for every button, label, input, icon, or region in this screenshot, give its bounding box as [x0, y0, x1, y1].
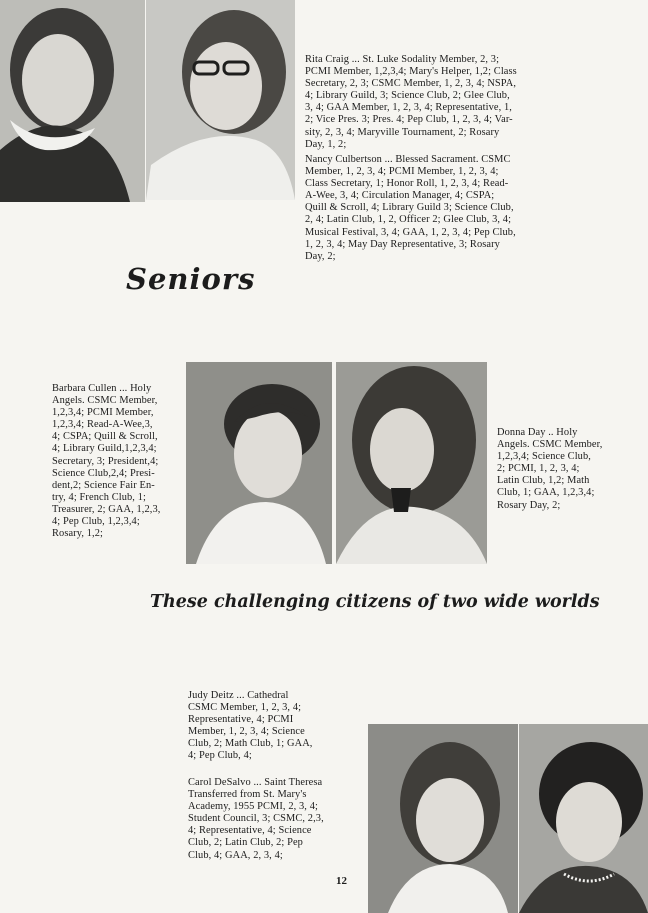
portrait-photo-icon: [368, 724, 518, 913]
portrait-rita-craig: [0, 0, 145, 202]
portrait-photo-icon: [519, 724, 648, 913]
portrait-judy-deitz: [368, 724, 518, 913]
bio-judy-deitz: Judy Deitz ... Cathedral CSMC Member, 1, 2, 3, 4; Representative, 4; PCMI Member, 1, 2, 3, 4; Science Club, 2; Math Club, 1; GAA, 4; Pep Club, 4;: [188, 690, 313, 762]
bio-donna-day: Donna Day .. Holy Angels. CSMC Member, 1,2,3,4; Science Club, 2; PCMI, 1, 2, 3, 4; Latin Club, 1,2; Math Club, 1; GAA, 1,2,3,4; Rosary Day, 2;: [497, 427, 603, 511]
portrait-photo-icon: [336, 362, 487, 564]
portrait-carol-desalvo: [519, 724, 648, 913]
portrait-nancy-culbertson: [146, 0, 295, 200]
portrait-barbara-cullen: [186, 362, 332, 564]
page-title: Seniors: [126, 262, 256, 296]
bio-nancy-culbertson: Nancy Culbertson ... Blessed Sacrament. CSMC Member, 1, 2, 3, 4; PCMI Member, 1, 2, 3, 4; Class Secretary, 1; Honor Roll, 1, 2, 3, 4; Read- A-Wee, 3, 4; Circulation Manager, 4; CSPA; Quill & Scroll, 4; Library Guild 3; Science Club, 2, 4; Latin Club, 1, 2, Officer 2; Glee Club, 3, 4; Musical Festival, 3, 4; GAA, 1, 2, 3, 4; Pep Club, 1, 2, 3, 4; May Day Representative, 3; Rosary Day, 2;: [305, 154, 516, 262]
portrait-photo-icon: [146, 0, 295, 200]
portrait-donna-day: [336, 362, 487, 564]
page-subtitle: These challenging citizens of two wide worlds: [150, 592, 600, 612]
page-number: 12: [336, 875, 347, 887]
bio-barbara-cullen: Barbara Cullen ... Holy Angels. CSMC Member, 1,2,3,4; PCMI Member, 1,2,3,4; Read-A-Wee,3, 4; CSPA; Quill & Scroll, 4; Library Guild,1,2,3,4; Secretary, 3; President,4; Science Club,2,4; Presi- dent,2; Science Fair En- try, 4; French Club, 1; Treasurer, 2; GAA, 1,2,3, 4; Pep Club, 1,2,3,4; Rosary, 1,2;: [52, 383, 161, 540]
bio-carol-desalvo: Carol DeSalvo ... Saint Theresa Transferred from St. Mary's Academy, 1955 PCMI, 2, 3, 4; Student Council, 3; CSMC, 2,3, 4; Representative, 4; Science Club, 2; Latin Club, 2; Pep Club, 4; GAA, 2, 3, 4;: [188, 777, 324, 861]
bio-rita-craig: Rita Craig ... St. Luke Sodality Member, 2, 3; PCMI Member, 1,2,3,4; Mary's Helper, 1,2; Class Secretary, 2, 3; CSMC Member, 1, 2, 3, 4; NSPA, 4; Library Guild, 3; Science Club, 2; Glee Club, 3, 4; GAA Member, 1, 2, 3, 4; Representative, 1, 2; Vice Pres. 3; Pres. 4; Pep Club, 1, 2, 3, 4; Var- sity, 2, 3, 4; Maryville Tournament, 2; Rosary Day, 1, 2;: [305, 54, 517, 150]
portrait-photo-icon: [0, 0, 145, 202]
portrait-photo-icon: [186, 362, 332, 564]
